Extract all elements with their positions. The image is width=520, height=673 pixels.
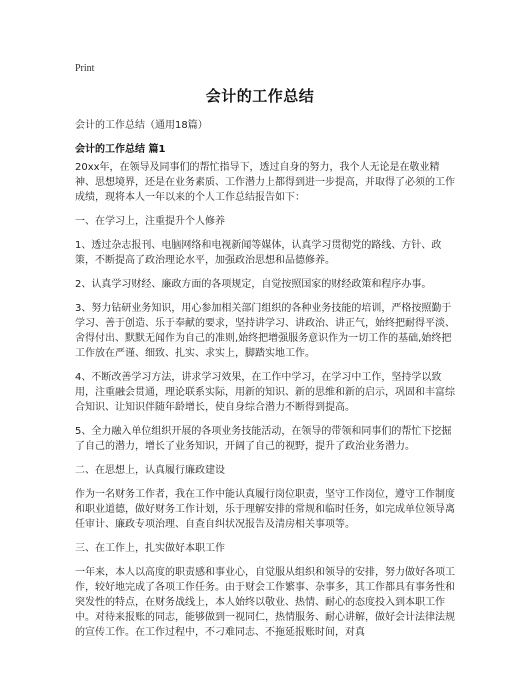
paragraph-study-1: 1、透过杂志报刊、电脑网络和电视新闻等媒体，认真学习贯彻党的路线、方针、政策，不断提高了政治理论水平，加强政治思想和品德修养。 xyxy=(75,240,442,266)
section-heading: 会计的工作总结 篇1 xyxy=(75,144,166,155)
paragraph-thought: 作为一名财务工作者，我在工作中能认真履行岗位职责，坚守工作岗位，遵守工作制度和职业道德，做好财务工作计划，乐于理解安排的常规和临时任务，如完成单位领导离任审计、廉政专项治理、自查自纠状况报告及清房相关事项等。 xyxy=(75,489,455,530)
paragraph-study-5: 5、全力融入单位组织开展的各项业务技能活动，在领导的带领和同事们的帮忙下挖掘了自己的潜力，增长了业务知识，开阔了自己的视野，提升了政治业务潜力。 xyxy=(75,426,452,452)
document-body xyxy=(75,160,455,649)
subheading-thought: 二、在思想上，认真履行廉政建设 xyxy=(75,465,225,476)
print-link[interactable]: Print xyxy=(75,63,95,74)
paragraph-study-2: 2、认真学习财经、廉政方面的各项规定，自觉按照国家的财经政策和程序办事。 xyxy=(75,279,432,290)
paragraph-study-4: 4、不断改善学习方法，讲求学习效果，在工作中学习，在学习中工作，坚持学以致用，注重融会贯通，理论联系实际，用新的知识、新的思维和新的启示，巩固和丰富综合知识、让知识伴随年龄增长，使自身综合潜力不断得到提高。 xyxy=(75,372,455,413)
document-title: 会计的工作总结 xyxy=(205,87,315,105)
paragraph-work: 一年来，本人以高度的职责感和事业心，自觉服从组织和领导的安排，努力做好各项工作，较好地完成了各项工作任务。由于财会工作繁事、杂事多，其工作都具有事务性和突发性的特点，在财务战线上，本人始终以敬业、热情、耐心的态度投入到本职工作中。对待来报账的同志，能够做到一视同仁，热情服务、耐心讲解，做好会计法律法规的宣传工作。在工作过程中，不刁难同志、不拖延报账时间，对真 xyxy=(75,567,455,638)
document-subtitle: 会计的工作总结（通用18篇） xyxy=(75,120,208,131)
paragraph-intro: 20xx年，在领导及同事们的帮忙指导下，透过自身的努力，我个人无论是在敬业精神、思想境界，还是在业务素质、工作潜力上都得到进一步提高，并取得了必须的工作成绩，现将本人一年以来的个人工作总结报告如下： xyxy=(75,162,455,203)
subheading-study: 一、在学习上，注重提升个人修养 xyxy=(75,216,225,227)
paragraph-study-3: 3、努力钻研业务知识，用心参加相关部门组织的各种业务技能的培训，严格按照勤于学习、善于创造、乐于奉献的要求，坚持讲学习、讲政治、讲正气，始终把耐得平淡、舍得付出、默默无闻作为自己的准则,始终把增强服务意识作为一切工作的基础,始终把工作放在严谨、细致、扎实、求实上，脚踏实地工作。 xyxy=(75,303,455,359)
subheading-work: 三、在工作上，扎实做好本职工作 xyxy=(75,543,225,554)
